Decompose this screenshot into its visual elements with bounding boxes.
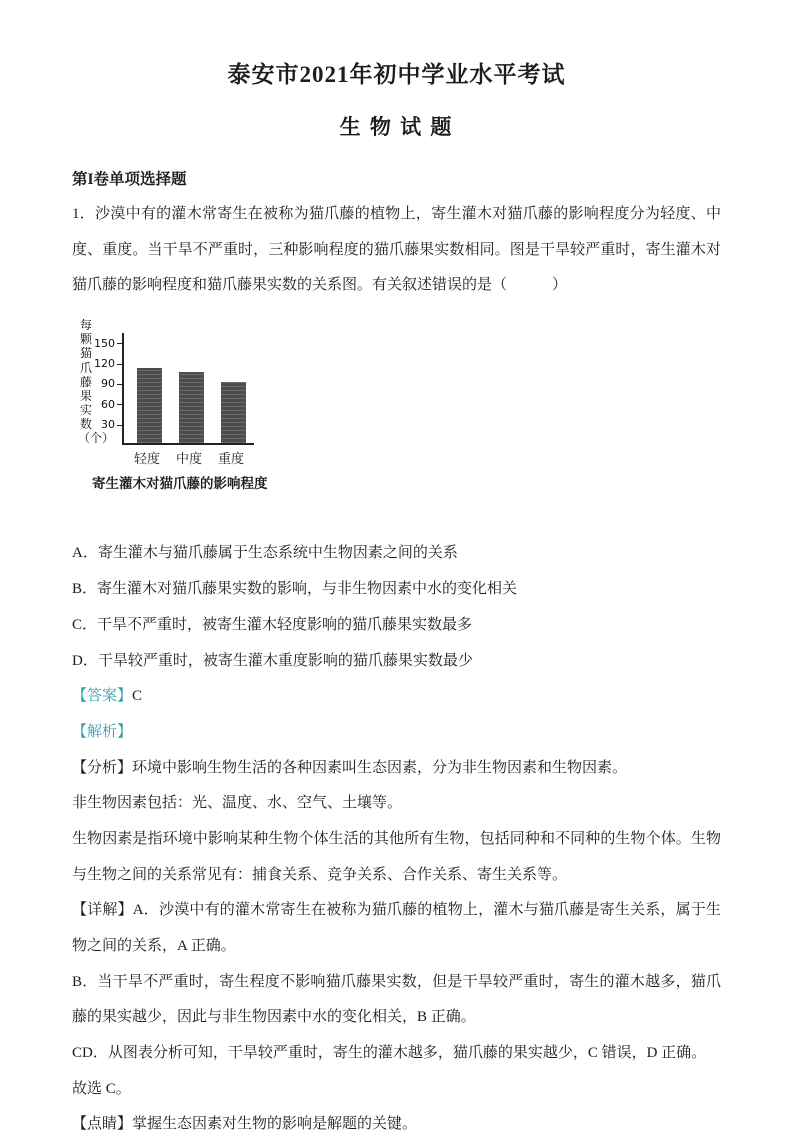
x-category-label: 轻度 (133, 451, 160, 467)
analysis-paragraph: 【点睛】掌握生态因素对生物的影响是解题的关键。 (72, 1116, 418, 1133)
option-a: A．寄生灌木与猫爪藤属于生态系统中生物因素之间的关系 (72, 545, 458, 562)
analysis-block (72, 751, 721, 1143)
bar-slot (128, 368, 170, 443)
bar-中度 (179, 372, 204, 443)
explain-line (72, 715, 721, 751)
analysis-paragraph: 生物因素是指环境中影响某种生物个体生活的其他所有生物，包括同种和不同种的生物个体。生物与生物之间的关系常见有：捕食关系、竞争关系、合作关系、寄生关系等。 (72, 830, 721, 883)
chart-plot (122, 333, 254, 445)
bar-重度 (221, 382, 246, 443)
x-category-label: 中度 (175, 451, 202, 467)
bar-slot (170, 372, 212, 443)
option-d: D．干旱较严重时，被寄生灌木重度影响的猫爪藤果实数最少 (72, 652, 473, 669)
y-tick-label: 150 (94, 336, 115, 350)
y-tick-label: 120 (94, 357, 115, 371)
option-c: C．干旱不严重时，被寄生灌木轻度影响的猫爪藤果实数最多 (72, 616, 473, 633)
doc-title: 泰安市2021年初中学业水平考试 (227, 62, 566, 87)
chart-y-axis-label: 每颗猫爪藤果实数（个） (78, 318, 115, 446)
analysis-paragraph: 【分析】环境中影响生物生活的各种因素叫生态因素，分为非生物因素和生物因素。 (72, 759, 628, 776)
option-b: B．寄生灌木对猫爪藤果实数的影响，与非生物因素中水的变化相关 (72, 581, 518, 598)
y-tick-label: 30 (101, 418, 115, 432)
chart-x-axis-caption: 寄生灌木对猫爪藤的影响程度 (92, 476, 268, 492)
x-category-label: 重度 (217, 451, 244, 467)
chart-xcats (122, 445, 318, 467)
bar-chart-figure (78, 318, 318, 492)
y-tick-label: 60 (101, 397, 115, 411)
answer-tag: 【答案】 (72, 688, 133, 705)
analysis-paragraph: B．当干旱不严重时，寄生程度不影响猫爪藤果实数，但是干旱较严重时，寄生的灌木越多，猫爪藤的果实越少，因此与非生物因素中水的变化相关，B 正确。 (72, 973, 721, 1026)
question-stem: 1．沙漠中有的灌木常寄生在被称为猫爪藤的植物上，寄生灌木对猫爪藤的影响程度分为轻度、中度、重度。当干旱不严重时，三种影响程度的猫爪藤果实数相同。图是干旱较严重时，寄生灌木对猫爪藤的影响程度和猫爪藤果实数的关系图。有关叙述错误的是（ ） (72, 206, 721, 294)
answer-line (72, 679, 721, 715)
y-tick-label: 90 (101, 377, 115, 391)
analysis-paragraph: CD．从图表分析可知，干旱较严重时，寄生的灌木越多，猫爪藤的果实越少，C 错误，D 正确。 (72, 1045, 707, 1062)
doc-subtitle: 生 物 试 题 (339, 115, 454, 139)
bar-轻度 (137, 368, 162, 443)
analysis-paragraph: 非生物因素包括：光、温度、水、空气、土壤等。 (72, 795, 403, 812)
answer-value: C (132, 688, 143, 705)
analysis-paragraph: 【详解】A．沙漠中有的灌木常寄生在被称为猫爪藤的植物上，灌木与猫爪藤是寄生关系，属于生物之间的关系，A 正确。 (72, 902, 721, 955)
analysis-paragraph: 故选 C。 (72, 1080, 131, 1097)
explain-tag: 【解析】 (72, 723, 133, 740)
bar-slot (212, 382, 254, 443)
chart-yticks (94, 333, 122, 445)
section-heading: 第I卷单项选择题 (72, 171, 187, 188)
options-list (72, 536, 721, 679)
